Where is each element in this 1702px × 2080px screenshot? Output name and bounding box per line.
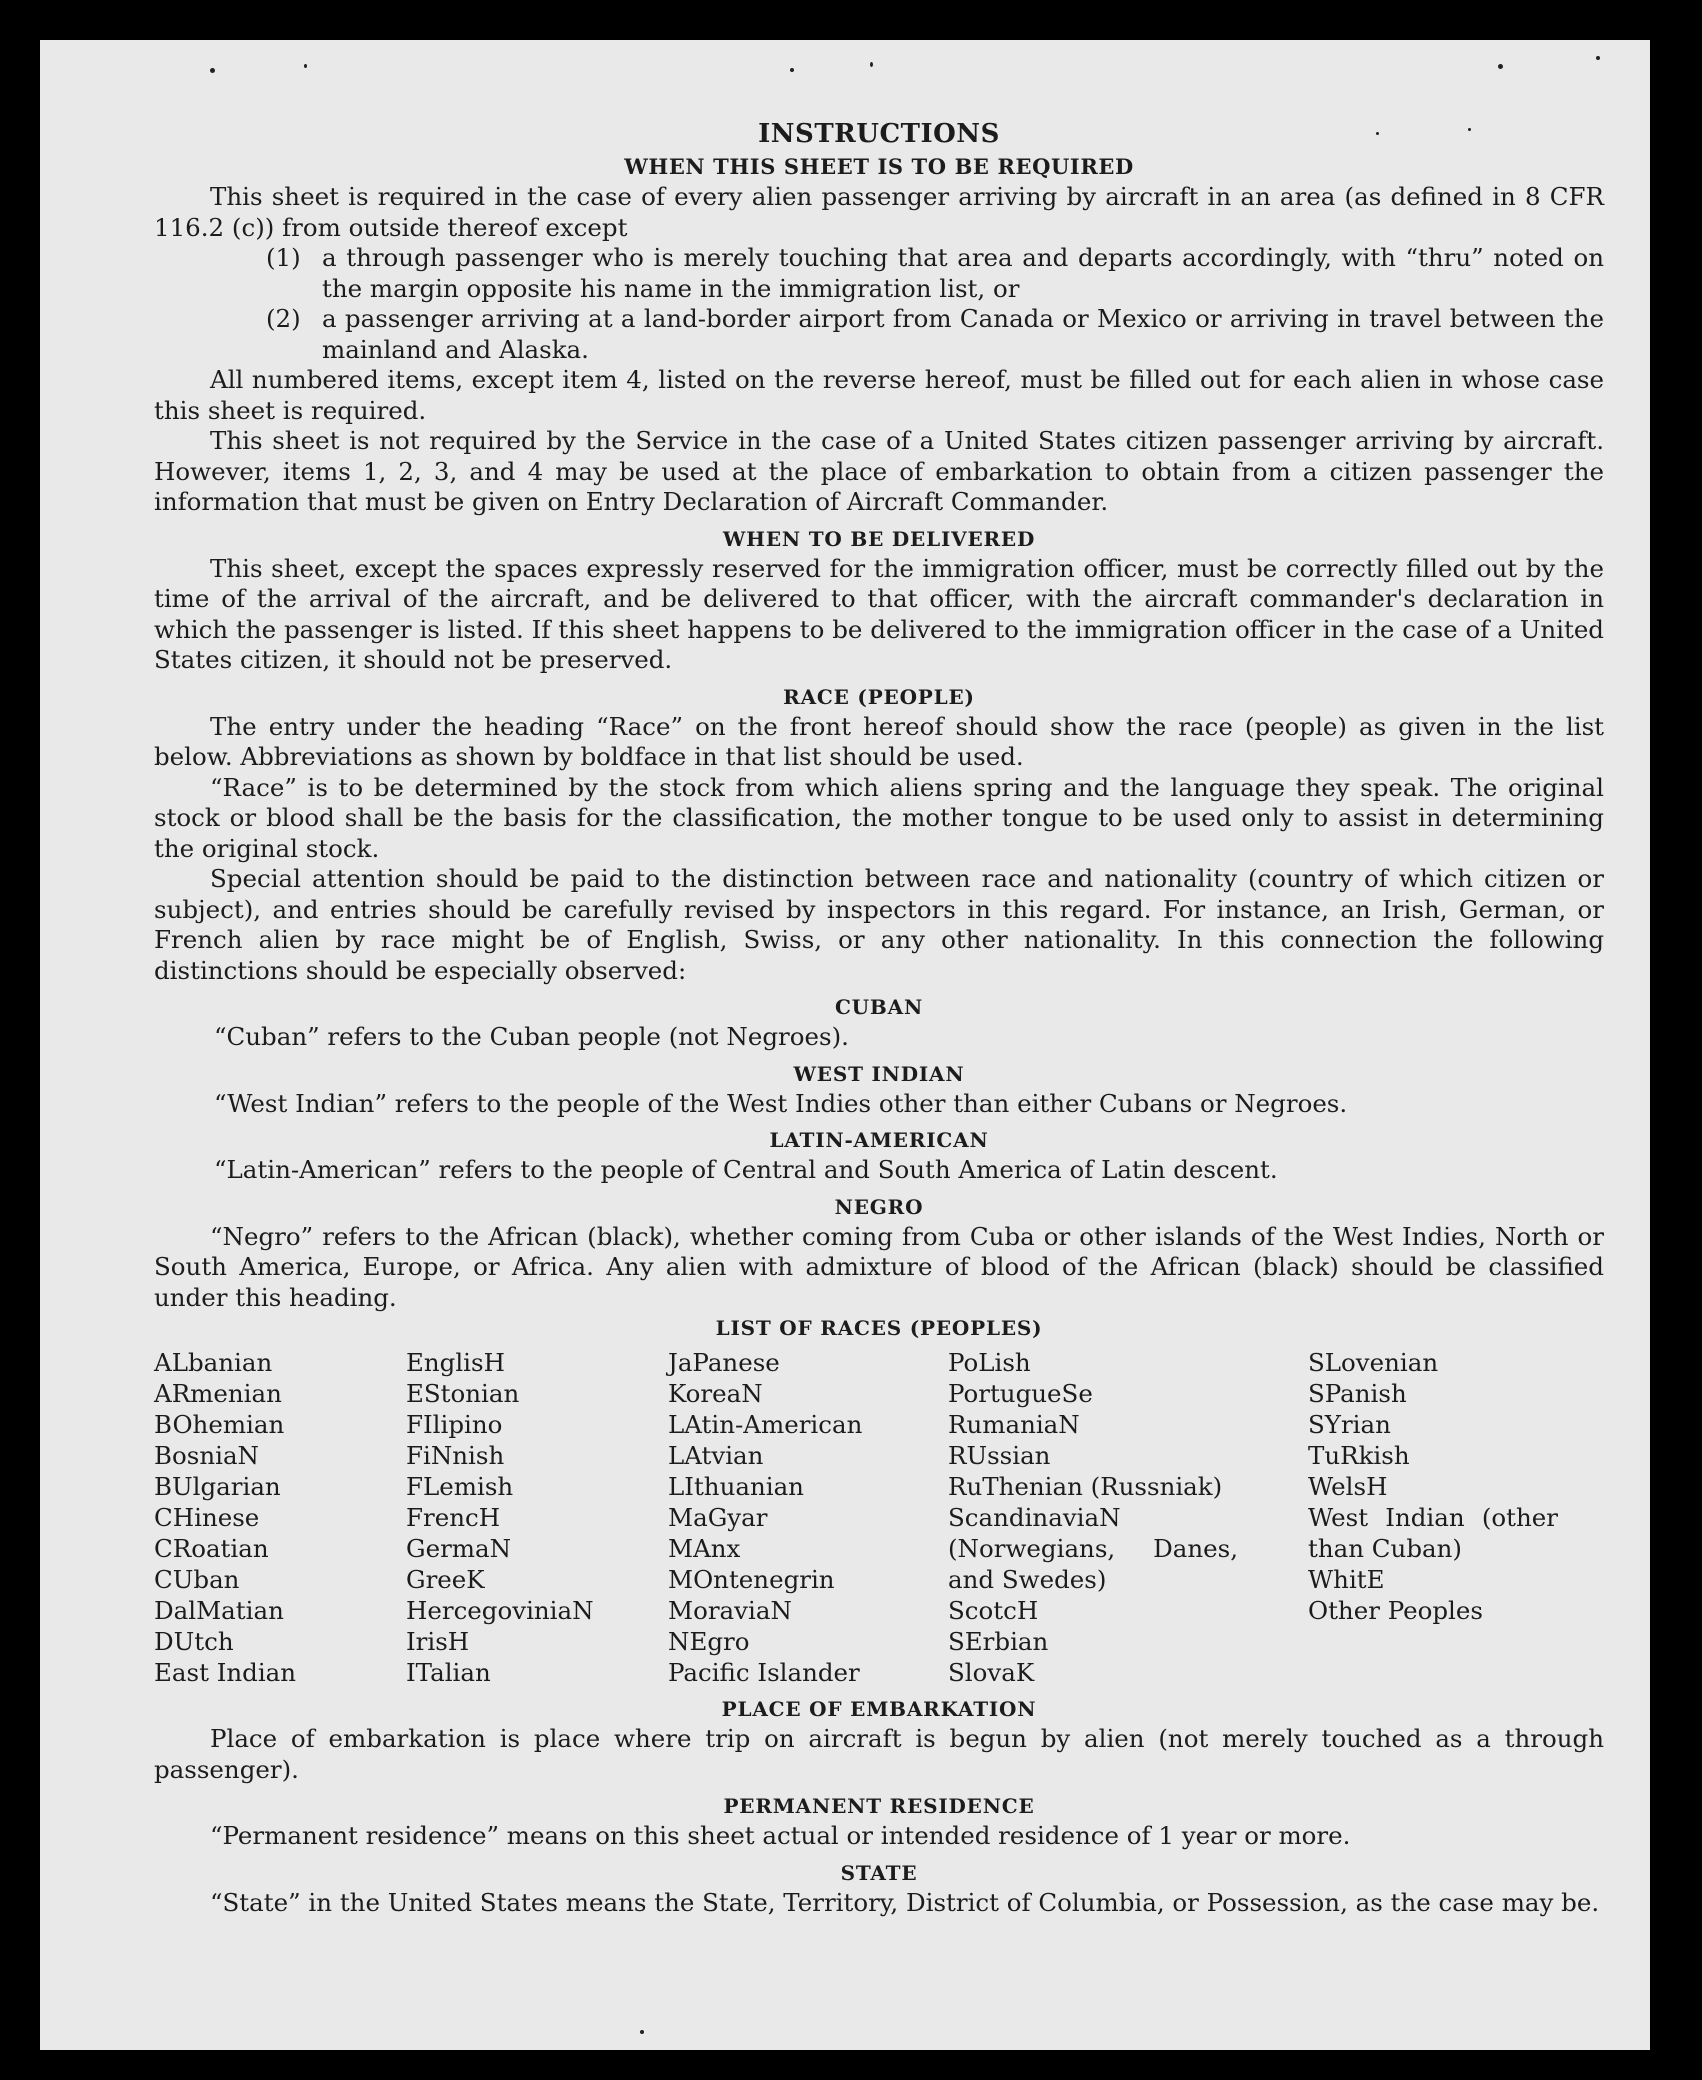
race-entry: DalMatian [154,1596,284,1625]
heading-west-indian: WEST INDIAN [793,1061,965,1086]
race-entry: East Indian [154,1658,297,1687]
race-entry: BosniaN [154,1441,259,1470]
race-entry: ScotcH [948,1596,1039,1625]
race-entry: CRoatian [154,1534,269,1563]
race-entry: FLemish [406,1472,514,1501]
race-entry: ARmenian [154,1379,282,1408]
race-entry: LIthuanian [668,1472,804,1501]
exception-item [266,243,1604,304]
heading-when-required: WHEN THIS SHEET IS TO BE REQUIRED [624,154,1134,179]
race-paragraph-2: “Race” is to be determined by the stock from which aliens spring and the language they speak. The original stock or blood shall be the basis for the classification, the mother tongue to be used only to assist in determining the original stock. [154,772,1604,863]
race-entry: MoraviaN [668,1596,792,1625]
heading-negro: NEGRO [834,1194,924,1219]
race-entry: EStonian [406,1379,520,1408]
heading-place-of-embarkation: PLACE OF EMBARKATION [721,1697,1037,1721]
latin-american-definition: “Latin-American” refers to the people of Central and South America of Latin descent. [214,1155,1278,1184]
race-paragraph-3: Special attention should be paid to the distinction between race and nationality (country of which citizen or subject), and entries should be carefully revised by inspectors in this regard. For instance, an Irish, German, or French alien by race might be of English, Swiss, or any other nationality. In this connection the following distinctions should be especially observed: [154,864,1604,985]
race-entry: MAnx [668,1534,741,1563]
race-entry: LAtin-American [668,1410,863,1439]
race-entry: Pacific Islander [668,1658,860,1687]
citizen-paragraph: This sheet is not required by the Service in the case of a United States citizen passenger arriving by aircraft. However, items 1, 2, 3, and 4 may be used at the place of embarkation to obtain from a citizen passenger the information that must be given on Entry Declaration of Aircraft Commander. [154,426,1604,516]
races-list [154,1347,1604,1688]
heading-race: RACE (PEOPLE) [783,684,975,709]
race-entry: Other Peoples [1308,1596,1483,1625]
race-entry: RUssian [948,1441,1051,1470]
race-entry: PortugueSe [948,1379,1093,1408]
page-title: INSTRUCTIONS [758,119,1000,149]
race-entry: SLovenian [1308,1348,1439,1377]
race-entry: PoLish [948,1348,1031,1377]
races-column-3 [668,1347,948,1688]
race-entry: BUlgarian [154,1472,281,1501]
exception-item-number: (2) [266,304,301,333]
heading-when-delivered: WHEN TO BE DELIVERED [722,526,1036,551]
when-required-intro: This sheet is required in the case of every alien passenger arriving by aircraft in an area (as defined in 8 CFR 116.2 (c)) from outside thereof except [154,182,1604,242]
exception-item [266,304,1604,365]
race-entry: FIlipino [406,1410,503,1439]
race-entry: CHinese [154,1503,260,1532]
heading-permanent-residence: PERMANENT RESIDENCE [723,1794,1035,1818]
race-entry: FrencH [406,1503,501,1532]
race-entry: MOntenegrin [668,1565,835,1594]
race-entry: BOhemian [154,1410,285,1439]
race-entry: LAtvian [668,1441,764,1470]
race-entry: GermaN [406,1534,512,1563]
race-paragraph-1: The entry under the heading “Race” on the front hereof should show the race (people) as given in the list below. Abbreviations as shown by boldface in that list should be used. [154,711,1604,771]
race-entry: RuThenian (Russniak) [948,1472,1223,1501]
exception-item-number: (1) [266,243,301,272]
race-entry: CUban [154,1565,240,1594]
heading-list-of-races: LIST OF RACES (PEOPLES) [715,1316,1043,1340]
exception-item-text: a through passenger who is merely touching that area and departs accordingly, with “thru” noted on the margin opposite his name in the immigration list, or [322,243,1604,303]
race-entry: SPanish [1308,1379,1407,1408]
race-entry: FiNnish [406,1441,505,1470]
state-text: “State” in the United States means the State, Territory, District of Columbia, or Possession, as the case may be. [210,1887,1600,1917]
document-page [40,40,1650,2050]
numbered-items-paragraph: All numbered items, except item 4, listed on the reverse hereof, must be filled out for each alien in whose case this sheet is required. [154,365,1604,425]
race-entry: JaPanese [668,1348,780,1377]
races-column-5 [1308,1347,1558,1688]
race-entry: DUtch [154,1627,234,1656]
races-column-2 [406,1347,668,1688]
race-entry: NEgro [668,1627,750,1656]
race-entry: SErbian [948,1627,1049,1656]
race-entry: KoreaN [668,1379,763,1408]
cuban-definition: “Cuban” refers to the Cuban people (not Negroes). [214,1022,849,1051]
when-delivered-text: This sheet, except the spaces expressly reserved for the immigration officer, must be correctly filled out by the time of the arrival of the aircraft, and be delivered to that officer, with the aircraft commander's declaration in which the passenger is listed. If this sheet happens to be delivered to the immigration officer in the case of a United States citizen, it should not be preserved. [154,553,1604,674]
race-entry: MaGyar [668,1503,768,1532]
heading-cuban: CUBAN [834,995,924,1019]
heading-latin-american: LATIN-AMERICAN [769,1128,989,1152]
race-entry: ALbanian [154,1348,273,1377]
races-column-4 [948,1347,1308,1688]
embarkation-text: Place of embarkation is place where trip on aircraft is begun by alien (not merely touched as a through passenger). [154,1724,1604,1784]
race-entry: EnglisH [406,1348,505,1377]
race-entry: RumaniaN [948,1410,1080,1439]
permanent-residence-text: “Permanent residence” means on this sheet actual or intended residence of 1 year or more. [210,1821,1351,1850]
race-entry: West Indian (other than Cuban) [1308,1503,1558,1563]
west-indian-definition: “West Indian” refers to the people of the West Indies other than either Cubans or Negroes. [214,1088,1348,1118]
race-entry: ITalian [406,1658,491,1687]
race-entry: TuRkish [1308,1441,1410,1470]
negro-definition: “Negro” refers to the African (black), whether coming from Cuba or other islands of the West Indies, North or South America, Europe, or Africa. Any alien with admixture of blood of the African (black) should be classified under this heading. [154,1221,1604,1312]
exception-item-text: a passenger arriving at a land-border airport from Canada or Mexico or arriving in travel between the mainland and Alaska. [322,304,1604,364]
heading-state: STATE [840,1860,918,1885]
race-entry: GreeK [406,1565,485,1594]
race-entry: WelsH [1308,1472,1388,1501]
race-entry: SlovaK [948,1658,1035,1687]
race-entry: ScandinaviaN (Norwegians, Danes, and Swedes) [948,1503,1238,1594]
races-column-1 [154,1347,406,1688]
race-entry: WhitE [1308,1565,1385,1594]
race-entry: HercegoviniaN [406,1596,594,1625]
instructions-content [154,117,1604,1918]
race-entry: IrisH [406,1627,470,1656]
race-entry: SYrian [1308,1410,1391,1439]
